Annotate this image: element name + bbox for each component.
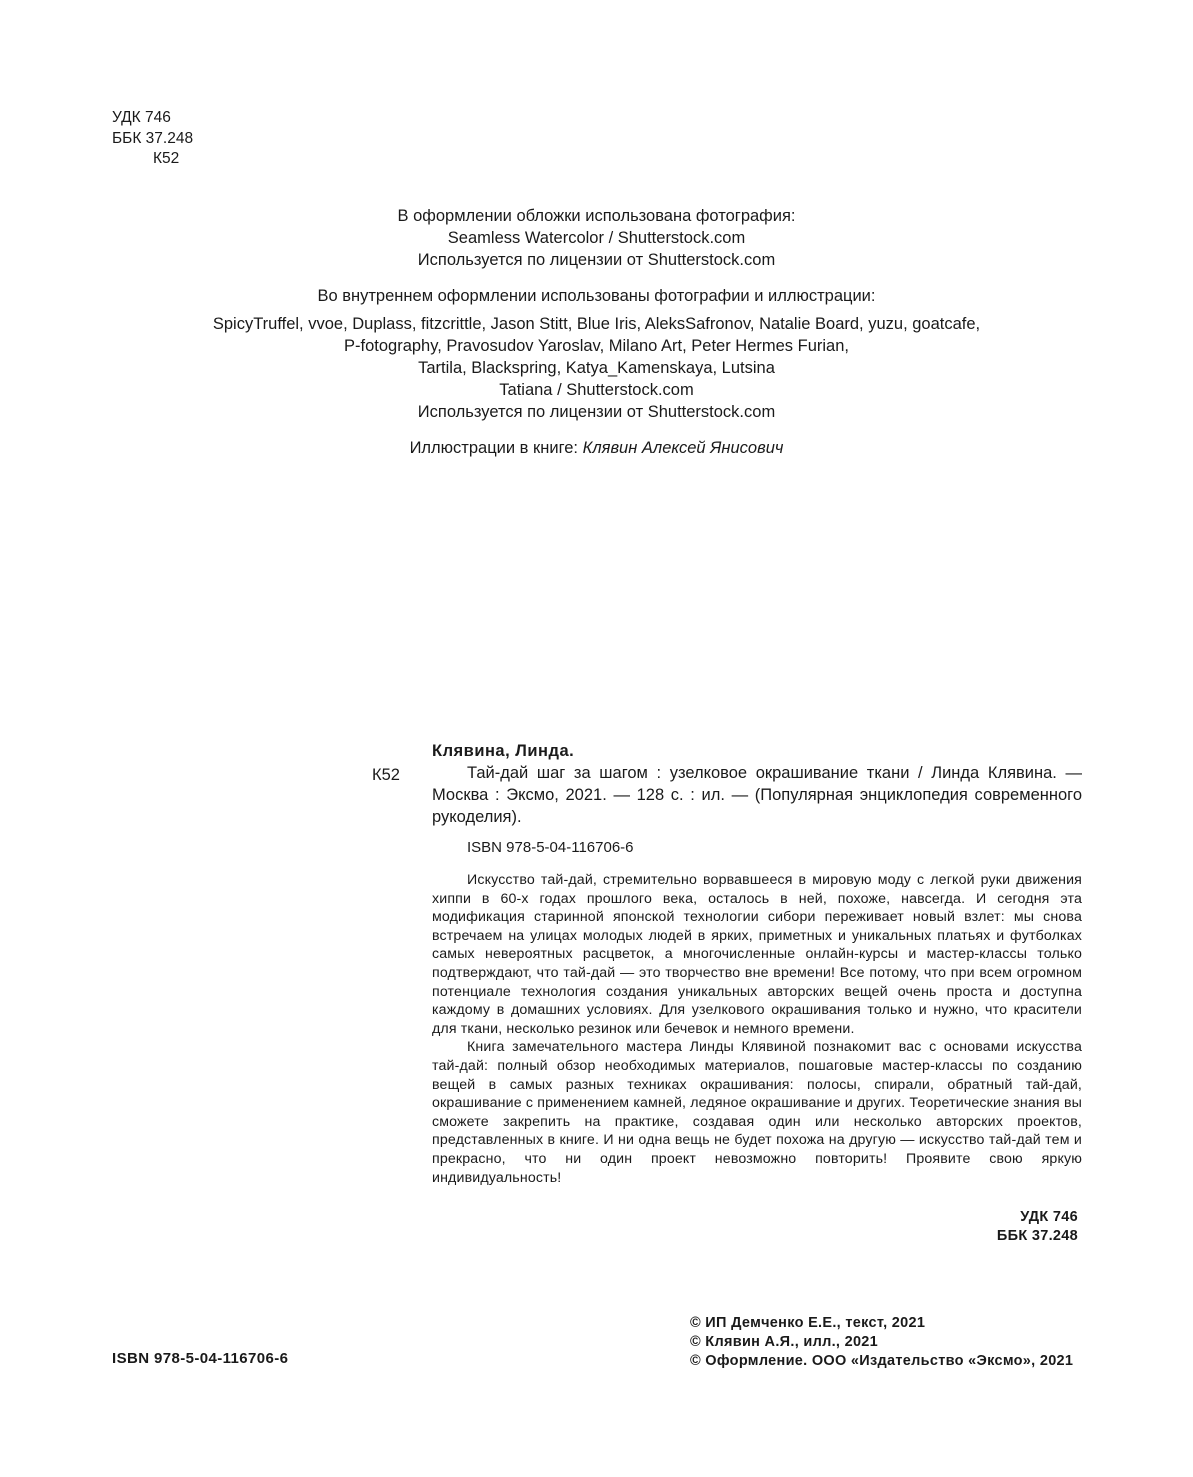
record-author: Клявина, Линда. bbox=[432, 742, 575, 760]
classification-bottom bbox=[960, 1208, 1078, 1246]
interior-credits-line: SpicyTruffel, vvoe, Duplass, fitzcrittle, Jason Stitt, Blue Iris, AleksSafronov, Natalie Board, yuzu, goatcafe, bbox=[212, 315, 981, 333]
cover-credits-line: Seamless Watercolor / Shutterstock.com bbox=[447, 229, 746, 247]
illustrations-credit bbox=[0, 437, 1193, 459]
interior-credits-title: Во внутреннем оформлении использованы фотографии и иллюстрации: bbox=[317, 287, 876, 305]
annotation-paragraph: Искусство тай-дай, стремительно ворвавшееся в мировую моду с легкой руки движения хиппи в 60-х годах прошлого века, осталось в ней, похоже, навсегда. И сегодня эта модификация старинной японской технологии сибори переживает новый взлет: мы снова встречаем на улицах молодых людей в ярких, приметных и уникальных платьях и футболках самых невероятных расцветок, а многочисленные онлайн-курсы и мастер-классы только подтверждают, что тай-дай — это творчество вне времени! Все потому, что при всем огромном потенциале технология создания уникальных авторских вещей очень проста и доступна каждому в домашних условиях. Для узелкового окрашивания только и нужно, что красители для ткани, несколько резинок или бечевок и немного времени. bbox=[432, 872, 1082, 1037]
cover-credits-line: Используется по лицензии от Shutterstock.com bbox=[417, 251, 776, 269]
isbn-bottom: ISBN 978-5-04-116706-6 bbox=[112, 1350, 289, 1367]
classification-top bbox=[112, 108, 193, 170]
annotation-paragraph: Книга замечательного мастера Линды Клявиной познакомит вас с основами искусства тай-дай: полный обзор необходимых материалов, пошаговые мастер-классы по созданию вещей в самых разных техниках окрашивания: полосы, спирали, обратный тай-дай, окрашивание с применением камней, ледяное окрашивание и других. Теоретические знания вы сможете закрепить на практике, создавая один или несколько авторских проектов, представленных в книге. И ни одна вещь не будет похожа на другую — искусство тай-дай тем и прекрасно, что ни один проект невозможно повторить! Проявите свою яркую индивидуальность! bbox=[432, 1039, 1082, 1186]
copyright-line: © ИП Демченко Е.Е., текст, 2021 bbox=[690, 1315, 926, 1331]
interior-credits-line: Tatiana / Shutterstock.com bbox=[499, 381, 694, 399]
udk-code: УДК 746 bbox=[112, 109, 171, 126]
record-author-sign: К52 bbox=[372, 766, 400, 784]
interior-credits-list bbox=[0, 313, 1193, 423]
illustrations-label: Иллюстрации в книге: bbox=[409, 439, 578, 457]
record-isbn: ISBN 978-5-04-116706-6 bbox=[467, 839, 634, 856]
cover-credits bbox=[0, 205, 1193, 271]
copyright-line: © Оформление. ООО «Издательство «Эксмо», 2021 bbox=[690, 1353, 1074, 1369]
annotation bbox=[432, 871, 1082, 1187]
interior-credits-line: P-fotography, Pravosudov Yaroslav, Milano Art, Peter Hermes Furian, bbox=[344, 337, 849, 355]
copyright-line: © Клявин А.Я., илл., 2021 bbox=[690, 1334, 879, 1350]
udk-code-bottom: УДК 746 bbox=[1020, 1209, 1078, 1225]
illustrator-name: Клявин Алексей Янисович bbox=[582, 439, 784, 457]
interior-credits-line: Используется по лицензии от Shutterstock.com bbox=[417, 403, 776, 421]
author-sign: К52 bbox=[153, 150, 180, 167]
record-description: Тай-дай шаг за шагом : узелковое окрашивание ткани / Линда Клявина. — Москва : Эксмо, 2021. — 128 с. : ил. — (Популярная энциклопедия современного рукоделия). bbox=[432, 764, 1082, 826]
interior-credits-line: Tartila, Blackspring, Katya_Kamenskaya, Lutsina bbox=[418, 359, 775, 377]
copyright-block bbox=[690, 1314, 1073, 1371]
cover-credits-line: В оформлении обложки использована фотография: bbox=[397, 207, 796, 225]
bbk-code: ББК 37.248 bbox=[112, 129, 194, 147]
bbk-code-bottom: ББК 37.248 bbox=[996, 1228, 1078, 1244]
